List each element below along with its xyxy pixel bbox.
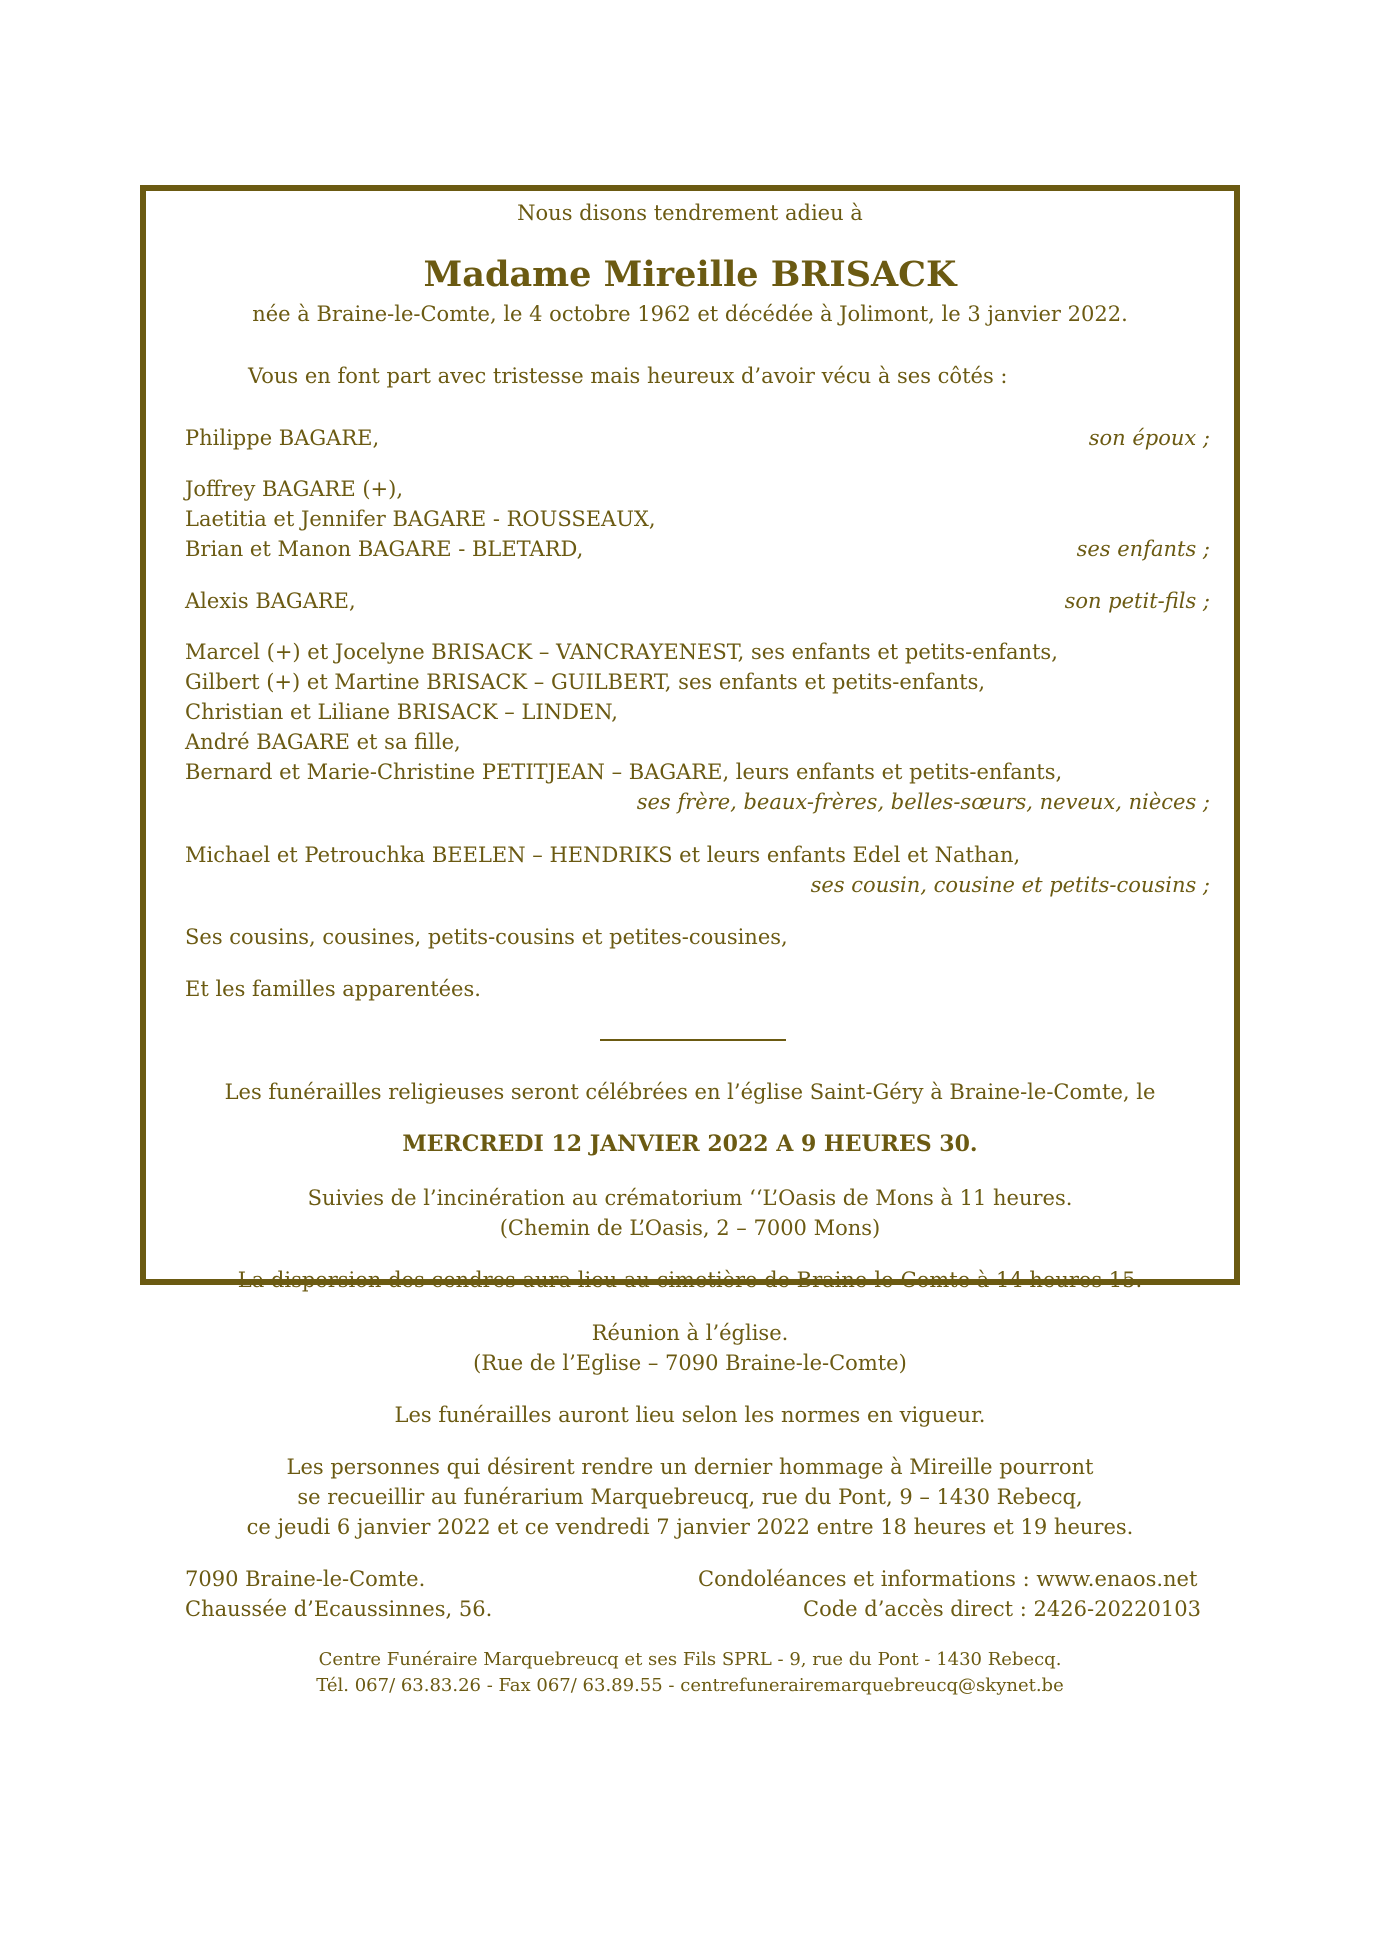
ceremony-text: Les funérailles religieuses seront célébrées en l’église Saint-Géry à Braine-le-Comte, le [224, 1080, 1156, 1104]
family-line: Brian et Manon BAGARE - BLETARD, [185, 537, 584, 561]
deceased-name: Madame Mireille BRISACK [423, 254, 957, 295]
ceremony-text: La dispersion des cendres aura lieu au cimetière de Braine-le-Comte à 14 heures 15. [237, 1268, 1143, 1292]
ceremony-text: ce jeudi 6 janvier 2022 et ce vendredi 7 janvier 2022 entre 18 heures et 19 heures. [246, 1515, 1134, 1539]
family-line: Michael et Petrouchka BEELEN – HENDRIKS et leurs enfants Edel et Nathan, [185, 843, 1021, 867]
family-line: Et les familles apparentées. [185, 977, 481, 1001]
separator-line [600, 1039, 786, 1041]
ceremony-text: Réunion à l’église. [591, 1321, 789, 1345]
ceremony-text: Les funérailles auront lieu selon les normes en vigueur. [394, 1403, 986, 1427]
family-line: Christian et Liliane BRISACK – LINDEN, [185, 700, 618, 724]
family-role: son petit-fils ; [1064, 589, 1210, 613]
ceremony-text: Suivies de l’incinération au crématorium ‘‘L’Oasis de Mons à 11 heures. [307, 1186, 1073, 1210]
birth-death-text: née à Braine-le-Comte, le 4 octobre 1962 et décédée à Jolimont, le 3 janvier 2022. [252, 302, 1128, 326]
ceremony-text: se recueillir au funérarium Marquebreucq, rue du Pont, 9 – 1430 Rebecq, [297, 1485, 1083, 1509]
family-role: ses cousin, cousine et petits-cousins ; [810, 873, 1210, 897]
ceremony-date: MERCREDI 12 JANVIER 2022 A 9 HEURES 30. [402, 1131, 978, 1157]
family-line: Bernard et Marie-Christine PETITJEAN – BAGARE, leurs enfants et petits-enfants, [185, 760, 1063, 784]
family-line: Gilbert (+) et Martine BRISACK – GUILBERT, ses enfants et petits-enfants, [185, 670, 986, 694]
family-role: ses enfants ; [1076, 537, 1210, 561]
family-line: Joffrey BAGARE (+), [185, 477, 403, 501]
family-line: Philippe BAGARE, [185, 426, 380, 450]
ceremony-text: (Chemin de L’Oasis, 2 – 7000 Mons) [499, 1216, 881, 1240]
family-line: Marcel (+) et Jocelyne BRISACK – VANCRAYENEST, ses enfants et petits-enfants, [185, 640, 1058, 664]
family-line: André BAGARE et sa fille, [185, 730, 461, 754]
footer-line: Centre Funéraire Marquebreucq et ses Fils SPRL - 9, rue du Pont - 1430 Rebecq. [318, 1649, 1062, 1670]
footer-line: Tél. 067/ 63.83.26 - Fax 067/ 63.89.55 - centrefunerairemarquebreucq@skynet.be [316, 1675, 1064, 1696]
ceremony-text: (Rue de l’Eglise – 7090 Braine-le-Comte) [473, 1351, 907, 1375]
intro-text: Nous disons tendrement adieu à [517, 201, 863, 225]
ceremony-text: Les personnes qui désirent rendre un dernier hommage à Mireille pourront [286, 1455, 1094, 1479]
family-line: Laetitia et Jennifer BAGARE - ROUSSEAUX, [185, 507, 656, 531]
announcement-text: Vous en font part avec tristesse mais heureux d’avoir vécu à ses côtés : [248, 364, 1008, 388]
family-role: ses frère, beaux-frères, belles-sœurs, neveux, nièces ; [636, 790, 1210, 814]
condolences-text: Condoléances et informations : www.enaos.net [698, 1567, 1198, 1591]
address-line: 7090 Braine-le-Comte. [185, 1567, 426, 1591]
family-role: son époux ; [1088, 426, 1210, 450]
family-line: Ses cousins, cousines, petits-cousins et petites-cousines, [185, 925, 788, 949]
family-line: Alexis BAGARE, [185, 589, 356, 613]
access-code-text: Code d’accès direct : 2426-20220103 [803, 1597, 1201, 1621]
address-line: Chaussée d’Ecaussinnes, 56. [185, 1597, 493, 1621]
